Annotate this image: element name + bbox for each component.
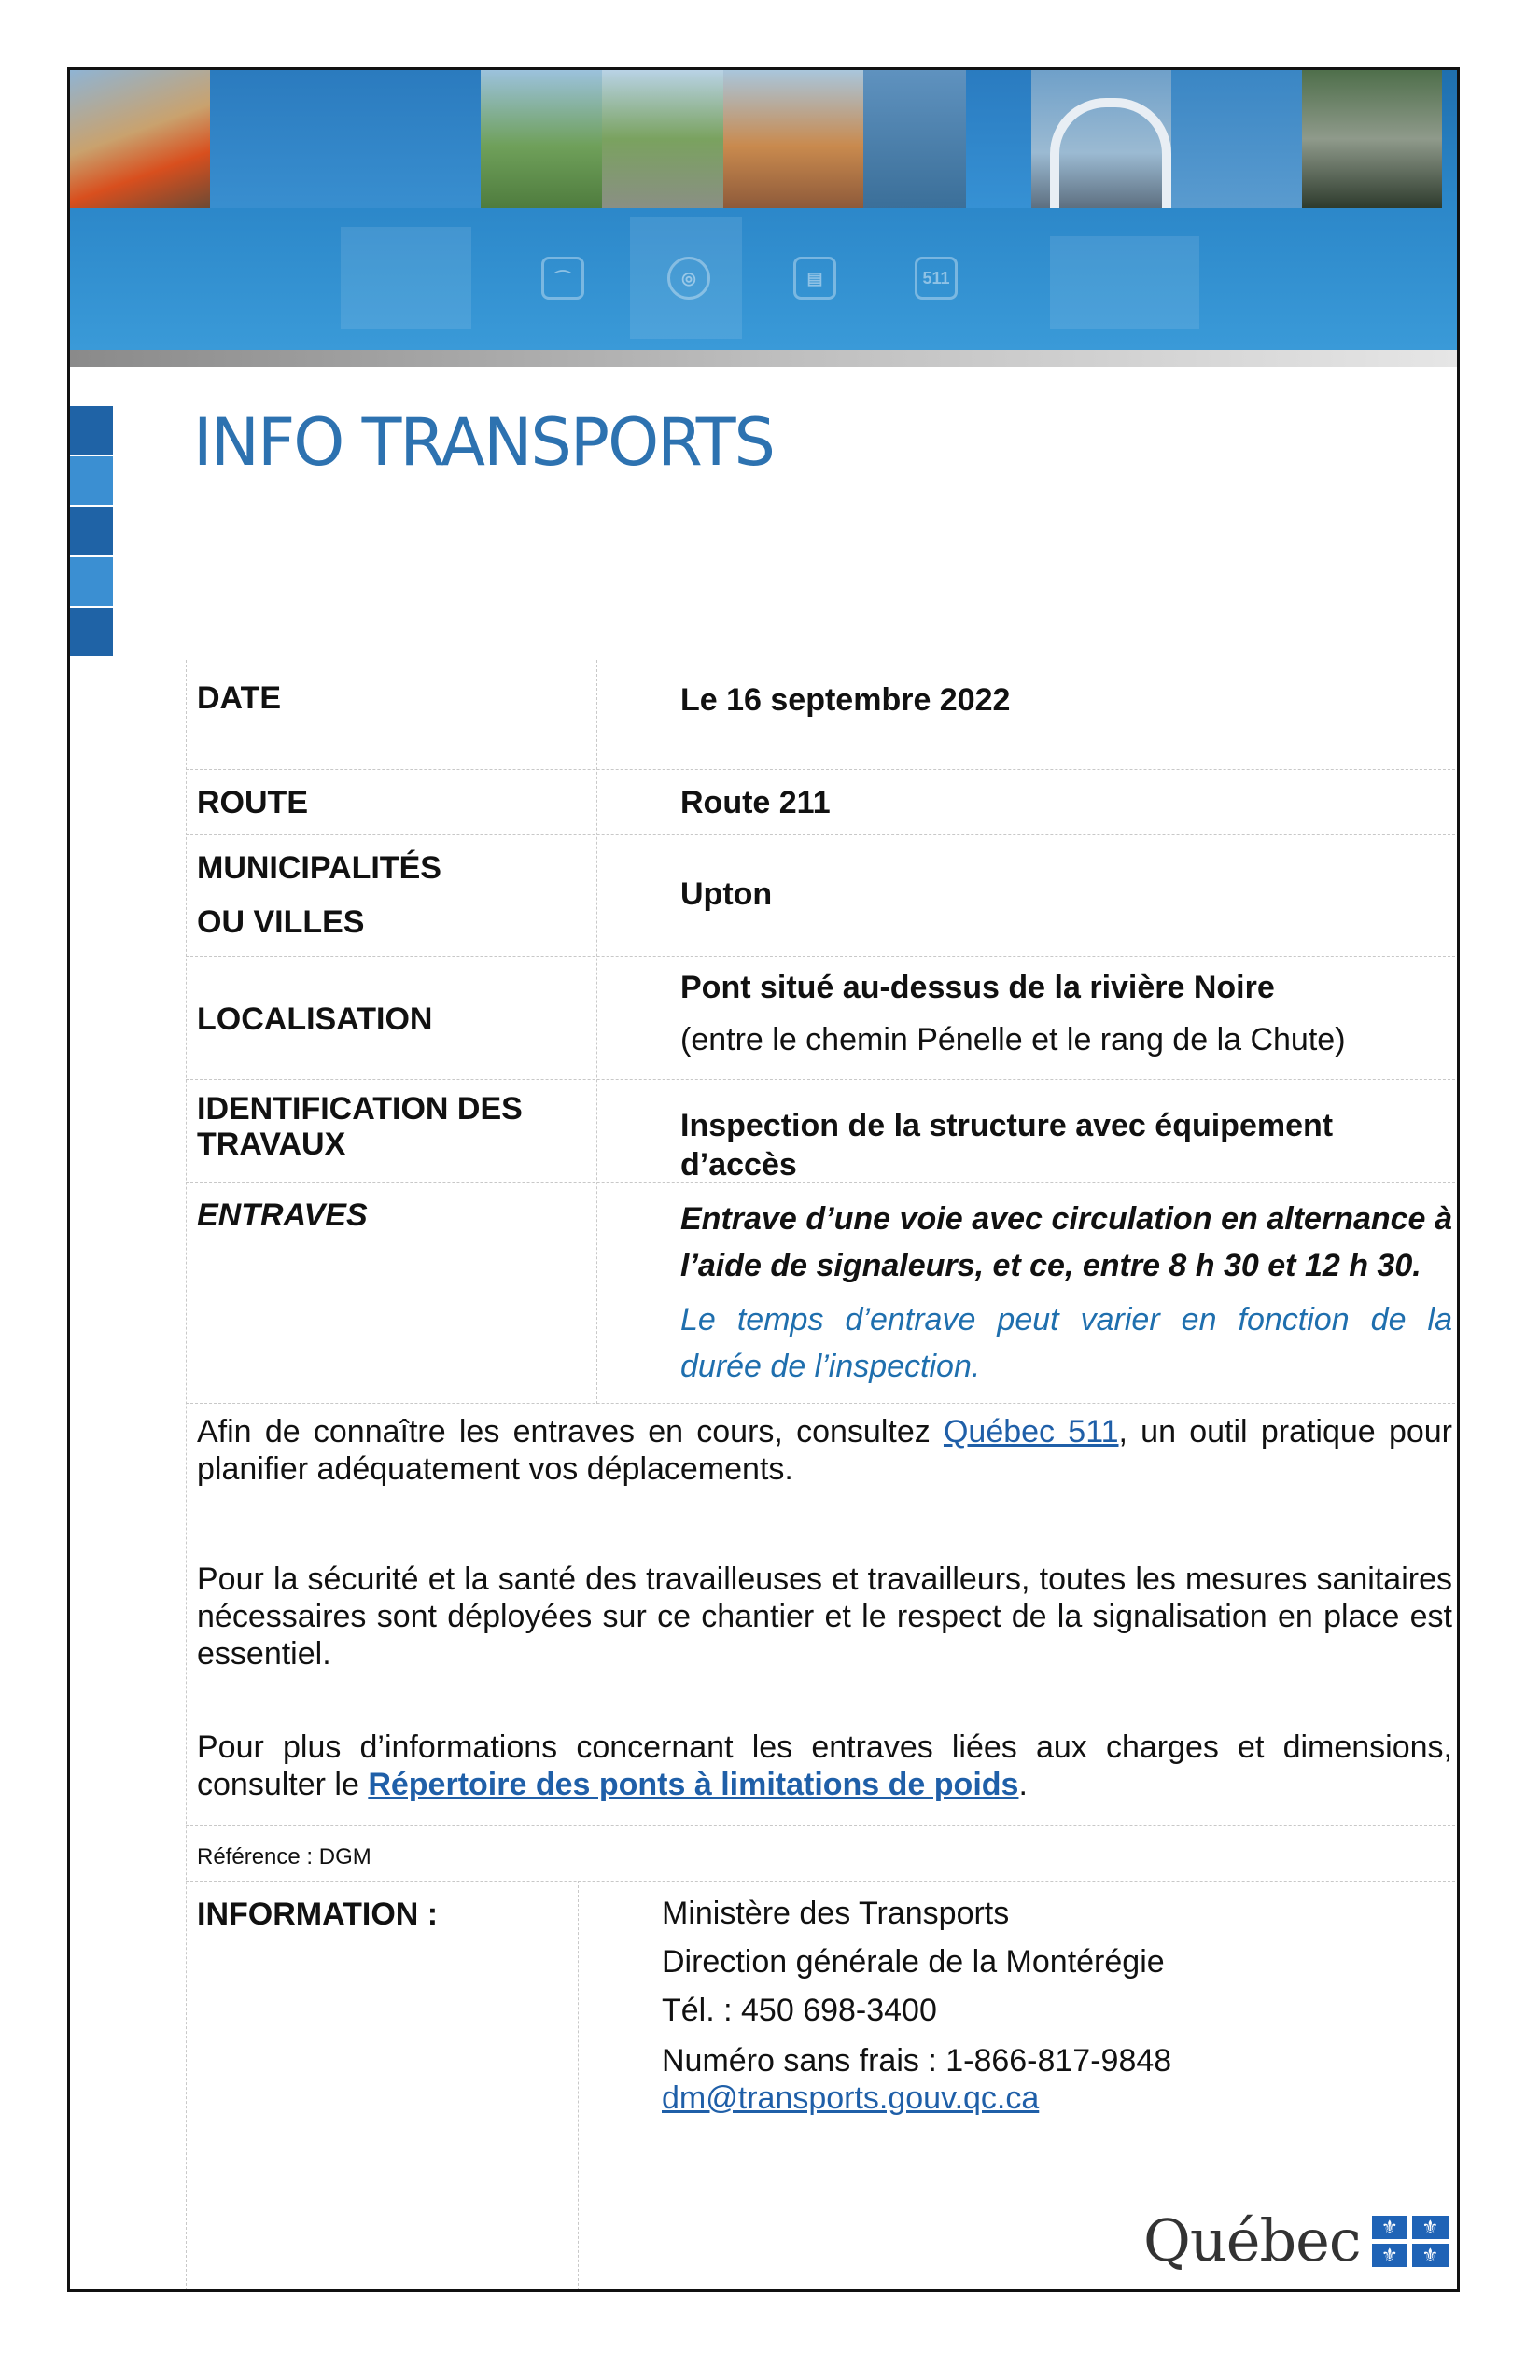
town-photo: [481, 70, 602, 208]
contact-label: INFORMATION :: [197, 1897, 439, 1932]
works-label-line1: IDENTIFICATION DES: [197, 1091, 523, 1127]
table-row-obstructions: [186, 1183, 1460, 1404]
notice-weight-text-before: Pour plus d’informations concernant les entraves liées aux charges et dimensions, consulter le: [197, 1729, 1452, 1802]
table-row-location: [186, 957, 1460, 1080]
location-label: LOCALISATION: [197, 1001, 433, 1037]
quebec-511-icon: 511: [915, 257, 958, 300]
notice-paragraph-511: [197, 1413, 1452, 1488]
municipalities-value: Upton: [680, 876, 773, 912]
banner-tile: [1171, 70, 1302, 208]
obstructions-note-line2: durée de l’inspection.: [680, 1349, 981, 1384]
header-banner: [70, 70, 1457, 350]
quebec-flag-icon: ⚜ ⚜ ⚜ ⚜: [1372, 2216, 1449, 2264]
notice-paragraph-weight-limits: [197, 1729, 1452, 1803]
quebec-logo: [1143, 2207, 1449, 2273]
banner-tiles: [70, 208, 1457, 350]
works-value: Inspection de la structure avec équipement d’accès: [680, 1108, 1334, 1183]
table-row-date: [186, 660, 1460, 770]
side-squares: [70, 406, 113, 658]
page-title: INFO TRANSPORTS: [193, 404, 774, 481]
obstructions-value-line1: Entrave d’une voie avec circulation en alternance à: [680, 1201, 1452, 1237]
banner-tile: [210, 70, 481, 208]
table-row-works: [186, 1080, 1460, 1183]
contact-email-link[interactable]: dm@transports.gouv.qc.ca: [662, 2080, 1040, 2116]
quebec-wordmark: Québec: [1143, 2205, 1361, 2275]
banner-tile: [966, 70, 1031, 208]
date-label: DATE: [197, 680, 282, 716]
table-row-municipalities: [186, 835, 1460, 957]
contact-toll-free: Numéro sans frais : 1-866-817-9848: [662, 2043, 1172, 2079]
date-value: Le 16 septembre 2022: [680, 682, 1011, 718]
notice-weight-text-after: .: [1018, 1767, 1028, 1802]
port-photo: [723, 70, 863, 208]
obstructions-label: ENTRAVES: [197, 1197, 368, 1233]
quebec-511-link[interactable]: Québec 511: [943, 1414, 1119, 1449]
contact-ministry: Ministère des Transports: [662, 1896, 1010, 1931]
contact-phone: Tél. : 450 698-3400: [662, 1993, 937, 2028]
table-row-notices: [186, 1404, 1460, 1826]
obstructions-value-line2: l’aide de signaleurs, et ce, entre 8 h 30 et 12 h 30.: [680, 1248, 1421, 1283]
notice-511-text-after: , un outil pratique pour planifier adéquatement vos déplacements.: [197, 1414, 1452, 1487]
contact-direction: Direction générale de la Montérégie: [662, 1944, 1165, 1980]
document-icon: ▤: [793, 257, 836, 300]
obstructions-note-line1: Le temps d’entrave peut varier en fonction de la: [680, 1302, 1452, 1337]
works-label-line2: TRAVAUX: [197, 1127, 346, 1162]
photo-strip: [70, 70, 1457, 208]
document-page: [67, 67, 1460, 2292]
location-value-line1: Pont situé au-dessus de la rivière Noire: [680, 970, 1275, 1005]
notice-511-text-before: Afin de connaître les entraves en cours, consultez: [197, 1414, 944, 1449]
notice-paragraph-safety: Pour la sécurité et la santé des travailleuses et travailleurs, toutes les mesures sanitaires nécessaires sont déployées sur ce chantier et le respect de la signalisation en place est essentiel.: [197, 1561, 1452, 1672]
road-photo: [602, 70, 723, 208]
route-value: Route 211: [680, 785, 831, 820]
table-row-reference: [186, 1826, 1460, 1882]
banner-shadow: [70, 350, 1457, 367]
route-label: ROUTE: [197, 785, 308, 820]
table-row-route: [186, 770, 1460, 835]
municipalities-label-line1: MUNICIPALITÉS: [197, 850, 441, 886]
arch-bridge-photo: [1031, 70, 1171, 208]
reference-text: Référence : DGM: [197, 1844, 371, 1869]
location-value-line2: (entre le chemin Pénelle et le rang de la Chute): [680, 1022, 1346, 1057]
municipalities-label-line2: OU VILLES: [197, 904, 365, 940]
bridge-weight-limits-link[interactable]: Répertoire des ponts à limitations de poids: [368, 1767, 1019, 1802]
bicycles-photo: [1302, 70, 1442, 208]
bridge-icon: ⌒: [541, 257, 584, 300]
road-sign-icon: ◎: [667, 257, 710, 300]
bridge-photo: [863, 70, 966, 208]
workers-photo: [70, 70, 210, 208]
